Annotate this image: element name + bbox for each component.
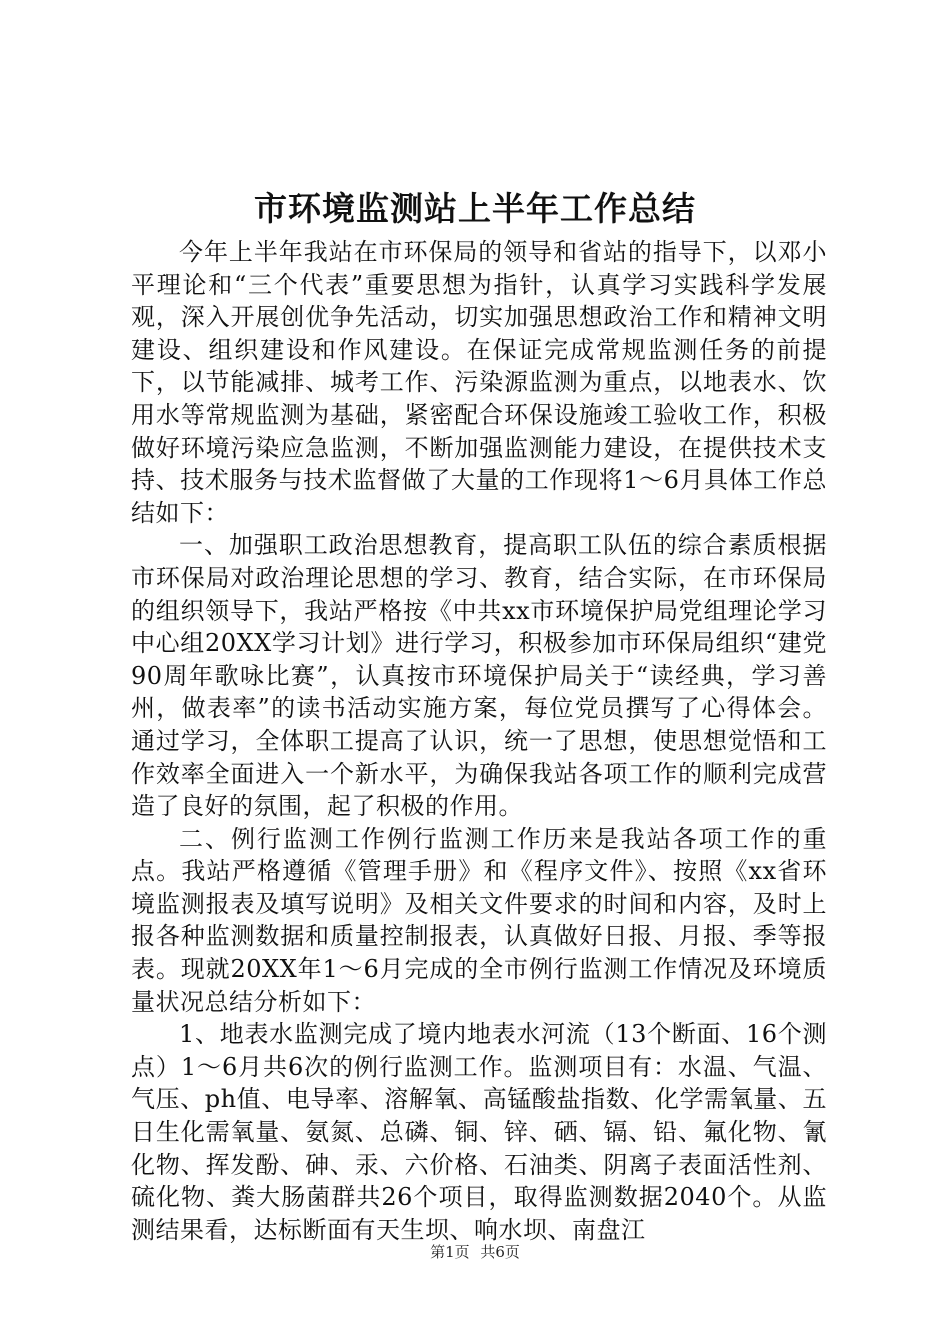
document-title: 市环境监测站上半年工作总结 [254, 189, 696, 228]
paragraph-surface-water: 1、地表水监测完成了境内地表水河流（13个断面、16个测点）1～6月共6次的例行监测工作。监测项目有：水温、气温、气压、ph值、电导率、溶解氧、高锰酸盐指数、化学需氧量、五日生化需氧量、氨氮、总磷、铜、锌、硒、镉、铅、氟化物、氰化物、挥发酚、砷、汞、六价格、石油类、阴离子表面活性剂、硫化物、粪大肠菌群共26个项目，取得监测数据2040个。从监测结果看，达标断面有天生坝、响水坝、南盘江 [131, 1020, 827, 1244]
page-number-total: 共6页 [480, 1243, 520, 1261]
paragraph-intro: 今年上半年我站在市环保局的领导和省站的指导下，以邓小平理论和“三个代表”重要思想为指针，认真学习实践科学发展观，深入开展创优争先活动，切实加强思想政治工作和精神文明建设、组织建设和作风建设。在保证完成常规监测任务的前提下，以节能减排、城考工作、污染源监测为重点，以地表水、饮用水等常规监测为基础，紧密配合环保设施竣工验收工作，积极做好环境污染应急监测，不断加强监测能力建设，在提供技术支持、技术服务与技术监督做了大量的工作现将1～6月具体工作总结如下： [131, 238, 827, 527]
paragraph-section-1: 一、加强职工政治思想教育，提高职工队伍的综合素质根据市环保局对政治理论思想的学习、教育，结合实际，在市环保局的组织领导下，我站严格按《中共xx市环境保护局党组理论学习中心组20XX学习计划》进行学习，积极参加市环保局组织“建党90周年歌咏比赛”，认真按市环境保护局关于“读经典，学习善州，做表率”的读书活动实施方案，每位党员撰写了心得体会。通过学习，全体职工提高了认识，统一了思想，使思想觉悟和工作效率全面进入一个新水平，为确保我站各项工作的顺利完成营造了良好的氛围，起了积极的作用。 [131, 531, 827, 821]
page-footer [0, 1240, 950, 1264]
paragraph-section-2: 二、例行监测工作例行监测工作历来是我站各项工作的重点。我站严格遵循《管理手册》和《程序文件》、按照《xx省环境监测报表及填写说明》及相关文件要求的时间和内容，及时上报各种监测数据和质量控制报表，认真做好日报、月报、季等报表。现就20XX年1～6月完成的全市例行监测工作情况及环境质量状况总结分析如下： [131, 824, 827, 1016]
page-number-current: 第1页 [430, 1243, 470, 1261]
document-body [131, 236, 827, 1246]
